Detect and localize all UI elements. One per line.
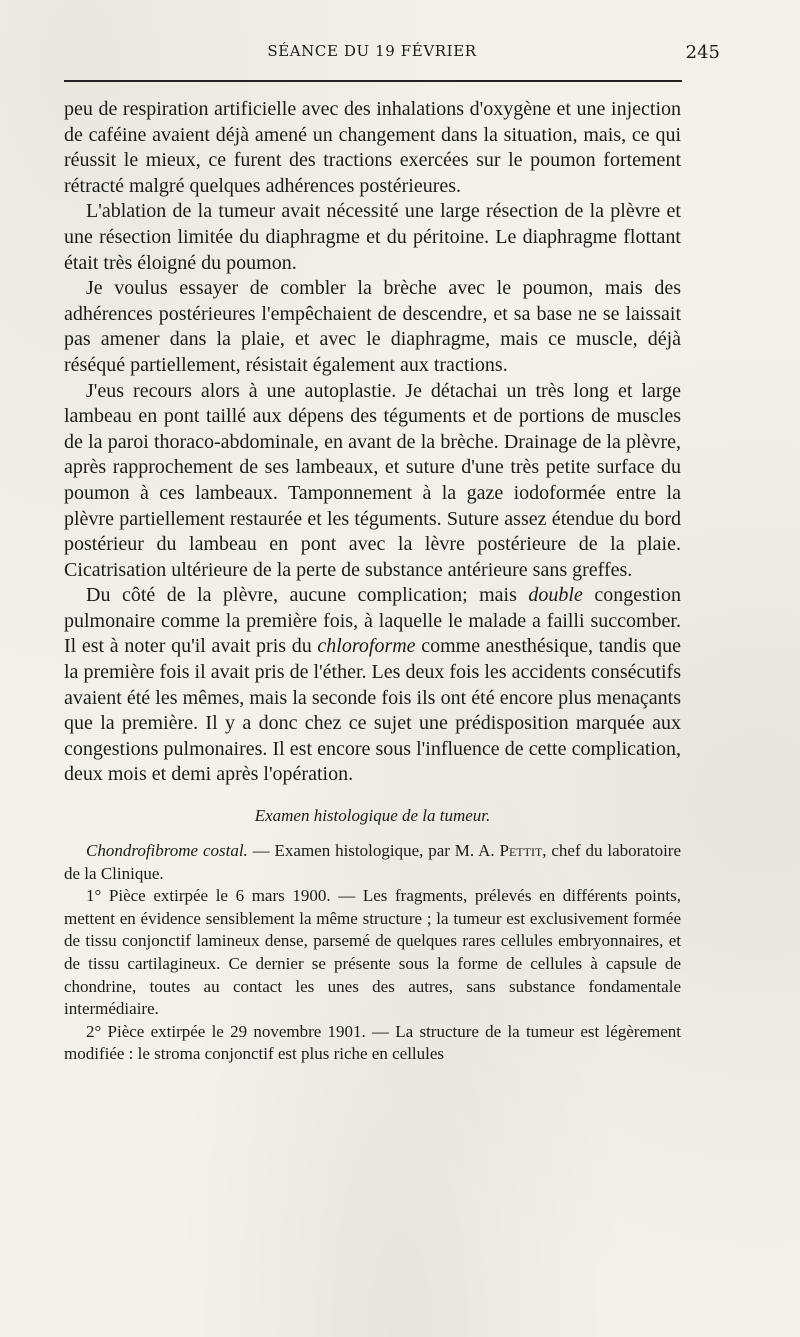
header-rule (64, 80, 682, 82)
page-header (64, 42, 720, 72)
histology-lead-text-1: — Examen histologique, par M. A. (247, 841, 500, 861)
running-title: SÉANCE DU 19 FÉVRIER (267, 42, 477, 60)
paragraph-4: J'eus recours alors à une autoplastie. Je détachai un très long et large lambeau en pont taillé aux dépens des téguments et de portions de muscles de la paroi thoraco-abdominale, en avant de la brèche. Drainage de la plèvre, après rapprochement de ses lambeaux, et suture d'une très petite surface du poumon à ces lambeaux. Tamponnement à la gaze iodoformée entre la plèvre partiellement restaurée et les téguments. Suture assez étendue du bord postérieur du lambeau en pont avec la lèvre postérieure de la plaie. Cicatrisation ultérieure de la perte de substance antérieure sans greffes. (64, 379, 681, 581)
histology-lead-italic: Chondrofibrome costal. (86, 841, 248, 861)
histology-author: Pettit (499, 841, 543, 861)
p5-italic-chloroforme: chloroforme (317, 635, 416, 658)
page-body (64, 97, 681, 1066)
paragraph-2: L'ablation de la tumeur avait nécessité une large résection de la plèvre et une résection limitée du diaphragme et du péritoine. Le diaphragme flottant était très éloigné du poumon. (64, 200, 681, 274)
p5-text-e: comme anesthésique, tandis que la première fois il avait pris de l'éther. Les deux fois les accidents consécutifs avaient été les mêmes, mais la seconde fois ils ont été encore plus menaçants que la première. Il y a donc chez ce sujet une prédisposition marquée aux congestions pulmonaires. Il est encore sous l'influence de cette complication, deux mois et demi après l'opération. (64, 635, 681, 786)
page-number: 245 (685, 42, 720, 63)
paragraph-3: Je voulus essayer de combler la brèche avec le poumon, mais des adhérences postérieures l'empêchaient de descendre, et sa base ne se laissait pas amener dans la plaie, et avec le diaphragme, mais ce muscle, déjà réséqué partiellement, résistait également aux tractions. (64, 277, 681, 376)
histology-lead-text-2: , chef du laboratoire de la Clinique. (64, 841, 681, 883)
histology-item-1: 1° Pièce extirpée le 6 mars 1900. — Les fragments, prélevés en différents points, mettent en évidence sensiblement la même structure ; la tumeur est exclusivement formée de tissu conjonctif lamineux dense, parsemé de quelques rares cellules embryonnaires, et de tissu cartilagineux. Ce dernier se présente sous la forme de cellules à capsule de chondrine, toutes au contact les unes des autres, sans substance fondamentale intermédiaire. (64, 886, 681, 1019)
section-title: Examen histologique de la tumeur. (254, 806, 491, 826)
histology-item-2: 2° Pièce extirpée le 29 novembre 1901. — La structure de la tumeur est légèrement modifiée : le stroma conjonctif est plus riche en cellules (64, 1021, 681, 1064)
p5-text-a: Du côté de la plèvre, aucune complication; mais (86, 584, 529, 607)
histology-lead (64, 840, 681, 885)
p5-text-c: congestion pulmonaire comme la première fois, à laquelle le malade a failli succomber. Il est à noter qu'il avait pris du (64, 584, 681, 658)
paragraph-1: peu de respiration artificielle avec des inhalations d'oxygène et une injection de caféine avaient déjà amené un changement dans la situation, mais, ce qui réussit le mieux, ce furent des tractions exercées sur le poumon fortement rétracté malgré quelques adhérences postérieures. (64, 98, 681, 197)
paragraph-5 (64, 583, 681, 788)
p5-italic-double: double (528, 584, 583, 607)
